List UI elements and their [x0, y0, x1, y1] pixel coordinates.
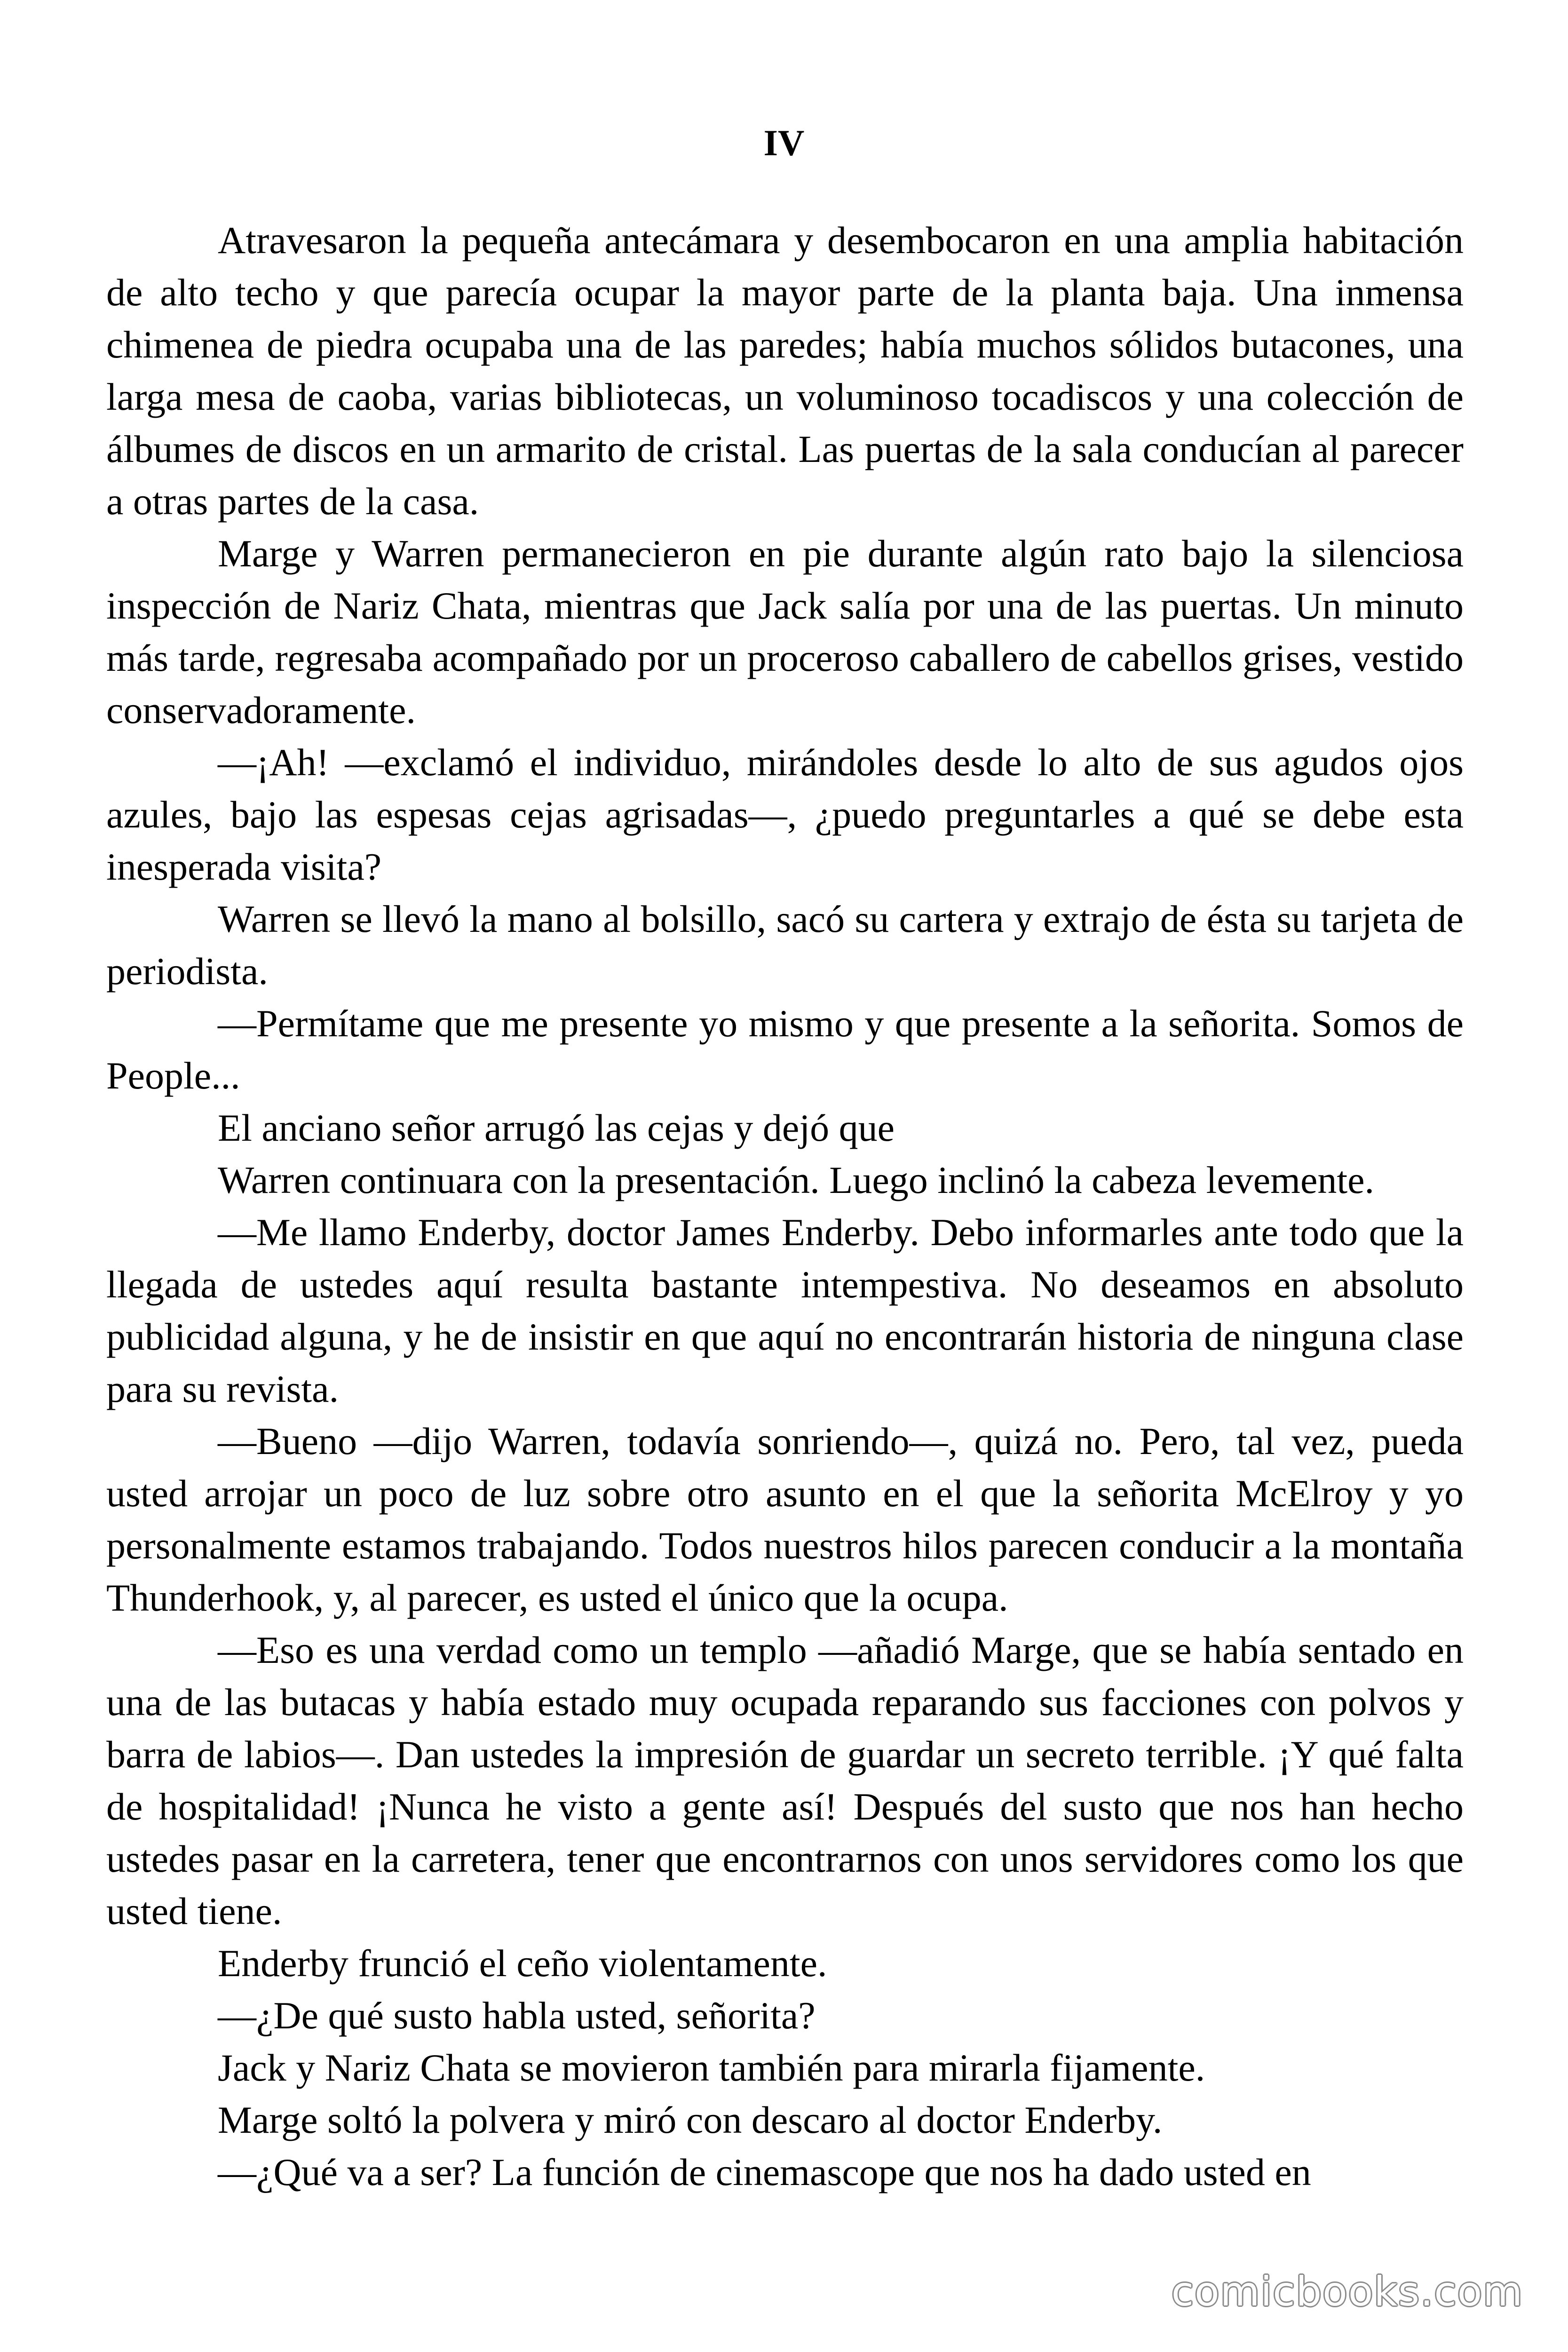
paragraph-3: —¡Ah! —exclamó el individuo, mirándoles desde lo alto de sus agudos ojos azules, bajo las espesas cejas agrisadas—, ¿puedo preguntarles a qué se debe esta inesperada visita? [106, 741, 1464, 888]
paragraph-12: —¿De qué susto habla usted, señorita? [218, 1994, 816, 2037]
paragraph-4: Warren se llevó la mano al bolsillo, sacó su cartera y extrajo de ésta su tarjeta de periodista. [106, 898, 1464, 993]
watermark: comicbooks.com [1171, 2268, 1523, 2315]
paragraph-1: Atravesaron la pequeña antecámara y desembocaron en una amplia habitación de alto techo y que parecía ocupar la mayor parte de la planta baja. Una inmensa chimenea de piedra ocupaba una de las paredes; había muchos sólidos butacones, una larga mesa de caoba, varias bibliotecas, un voluminoso tocadiscos y una colección de álbumes de discos en un armarito de cristal. Las puertas de la sala conducían al parecer a otras partes de la casa. [106, 219, 1464, 523]
chapter-body [106, 214, 1464, 2198]
paragraph-8: —Me llamo Enderby, doctor James Enderby. Debo informarles ante todo que la llegada de ustedes aquí resulta bastante intempestiva. No deseamos en absoluto publicidad alguna, y he de insistir en que aquí no encontrarán historia de ninguna clase para su revista. [106, 1211, 1464, 1410]
paragraph-9: —Bueno —dijo Warren, todavía sonriendo—, quizá no. Pero, tal vez, pueda usted arrojar un poco de luz sobre otro asunto en el que la señorita McElroy y yo personalmente estamos trabajando. Todos nuestros hilos parecen conducir a la montaña Thunderhook, y, al parecer, es usted el único que la ocupa. [106, 1420, 1464, 1619]
chapter-heading: IV [763, 122, 805, 163]
paragraph-2: Marge y Warren permanecieron en pie durante algún rato bajo la silenciosa inspección de Nariz Chata, mientras que Jack salía por una de las puertas. Un minuto más tarde, regresaba acompañado por un proceroso caballero de cabellos grises, vestido conservadoramente. [106, 532, 1464, 731]
paragraph-6: El anciano señor arrugó las cejas y dejó que [218, 1106, 895, 1149]
paragraph-11: Enderby frunció el ceño violentamente. [218, 1942, 827, 1985]
paragraph-15: —¿Qué va a ser? La función de cinemascope que nos ha dado usted en [218, 2151, 1311, 2193]
paragraph-13: Jack y Nariz Chata se movieron también para mirarla fijamente. [218, 2046, 1205, 2089]
paragraph-5: —Permítame que me presente yo mismo y que presente a la señorita. Somos de People... [106, 1002, 1464, 1097]
paragraph-10: —Eso es una verdad como un templo —añadió Marge, que se había sentado en una de las butacas y había estado muy ocupada reparando sus facciones con polvos y barra de labios—. Dan ustedes la impresión de guardar un secreto terrible. ¡Y qué falta de hospitalidad! ¡Nunca he visto a gente así! Después del susto que nos han hecho ustedes pasar en la carretera, tener que encontrarnos con unos servidores como los que usted tiene. [106, 1629, 1464, 1932]
paragraph-14: Marge soltó la polvera y miró con descaro al doctor Enderby. [218, 2098, 1163, 2141]
paragraph-7: Warren continuara con la presentación. Luego inclinó la cabeza levemente. [218, 1159, 1375, 1201]
